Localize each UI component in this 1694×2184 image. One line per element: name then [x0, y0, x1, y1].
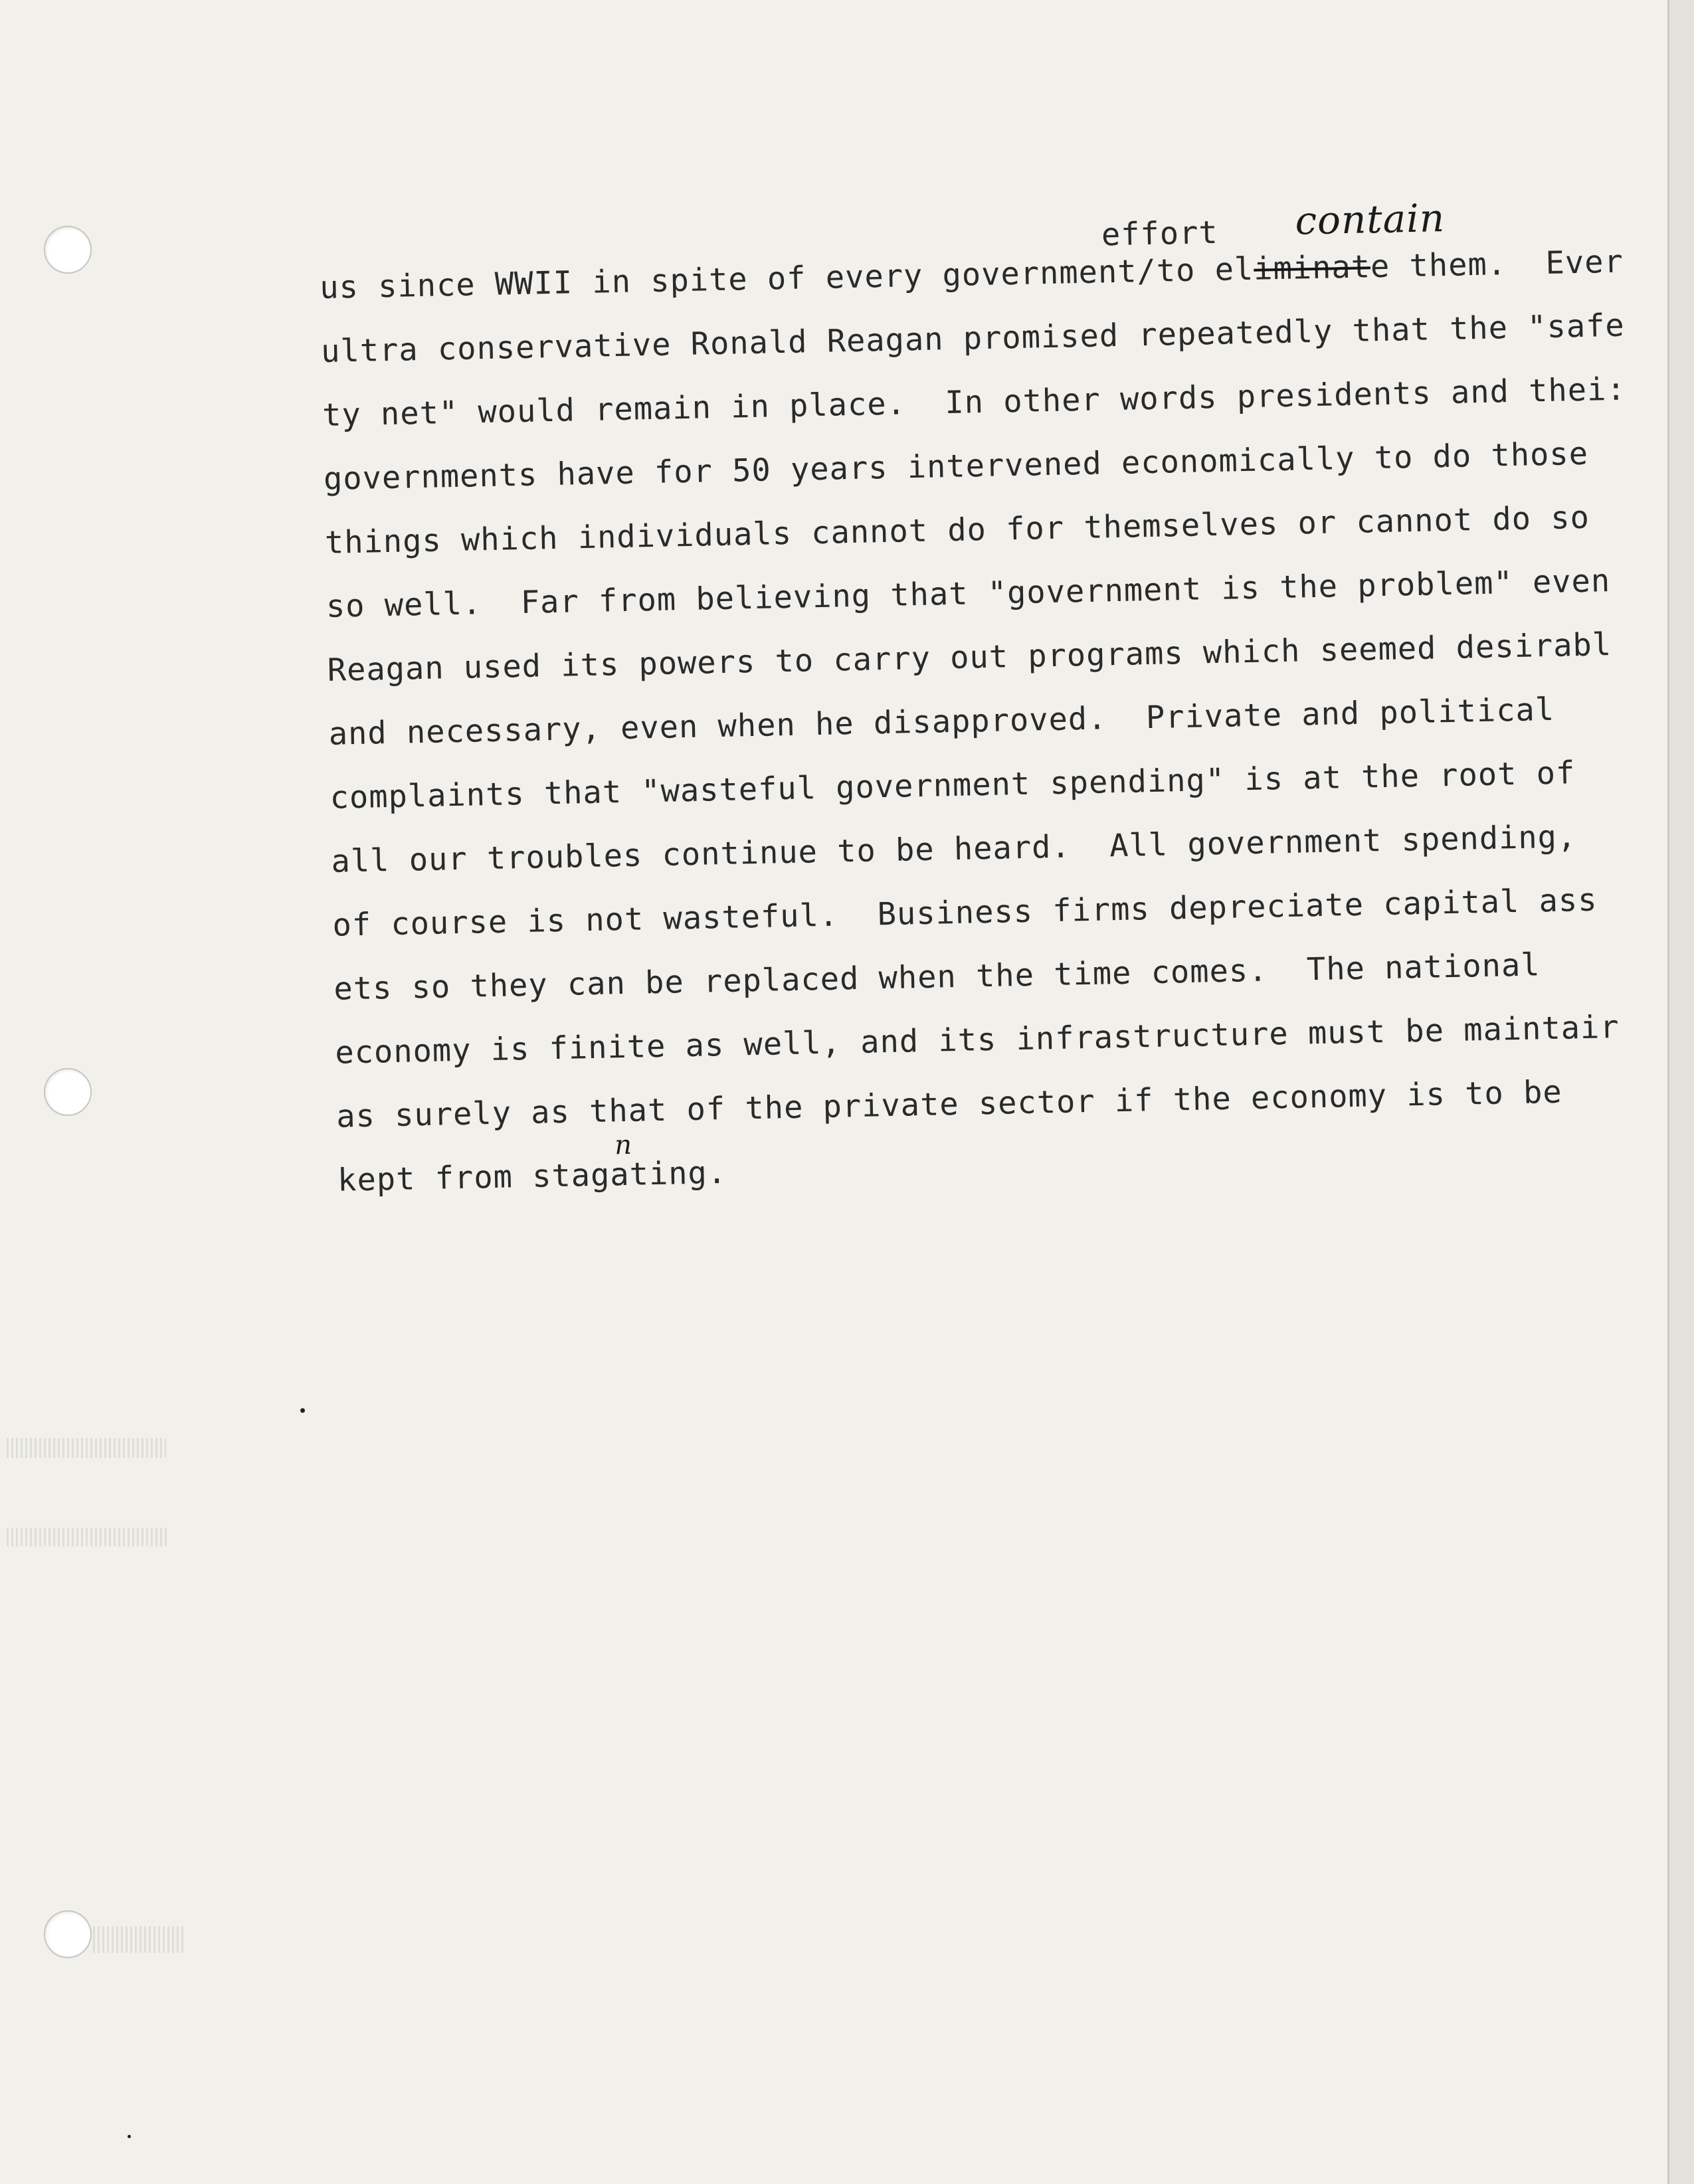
text-line-15: kept from stagating. [337, 1154, 727, 1199]
handwritten-correction-contain: contain [1294, 195, 1446, 244]
text-line-11: of course is not wasteful. Business firms depreciate capital ass [331, 881, 1598, 944]
scan-smudge [93, 1926, 186, 1953]
text-line-8: and necessary, even when he disapproved. Private and political [328, 691, 1555, 753]
struck-out-text: iminat [1253, 248, 1371, 288]
punch-hole-bottom [44, 1910, 92, 1958]
text-line-1 [319, 243, 1624, 306]
text-line-2: ultra conservative Ronald Reagan promised repeatedly that the "safe [320, 307, 1626, 370]
typed-text [319, 195, 1661, 1199]
text-line-13: economy is finite as well, and its infrastructure must be maintair [334, 1008, 1620, 1071]
text-line-14: as surely as that of the private sector if the economy is to be [335, 1073, 1563, 1135]
punch-hole-top [44, 226, 92, 274]
text-line-10: all our troubles continue to be heard. All government spending, [331, 818, 1577, 880]
text-line-9: complaints that "wasteful government spending" is at the root of [329, 755, 1576, 816]
ink-speck [300, 1408, 305, 1413]
ink-speck [128, 2135, 131, 2138]
punch-hole-middle [44, 1068, 92, 1116]
text-line-3: ty net" would remain in place. In other words presidents and thei: [322, 371, 1627, 434]
text-line-5: things which individuals cannot do for themselves or cannot do so [324, 499, 1590, 561]
scan-edge [1669, 0, 1694, 2184]
text-line-7: Reagan used its powers to carry out programs which seemed desirabl [327, 626, 1612, 689]
typed-insertion-effort: effort [1101, 214, 1219, 254]
text-line-4: governments have for 50 years intervened economically to do those [323, 435, 1589, 498]
scan-smudge [7, 1438, 166, 1458]
text-line-6: so well. Far from believing that "government is the problem" even [326, 563, 1611, 625]
text-line-1-end: e them. Ever [1370, 243, 1624, 286]
handwritten-insert-letter: n [614, 1129, 633, 1161]
text-line-12: ets so they can be replaced when the time comes. The national [333, 947, 1541, 1008]
scan-smudge [7, 1528, 169, 1546]
text-line-1-start: us since WWII in spite of every government/to el [319, 250, 1254, 306]
